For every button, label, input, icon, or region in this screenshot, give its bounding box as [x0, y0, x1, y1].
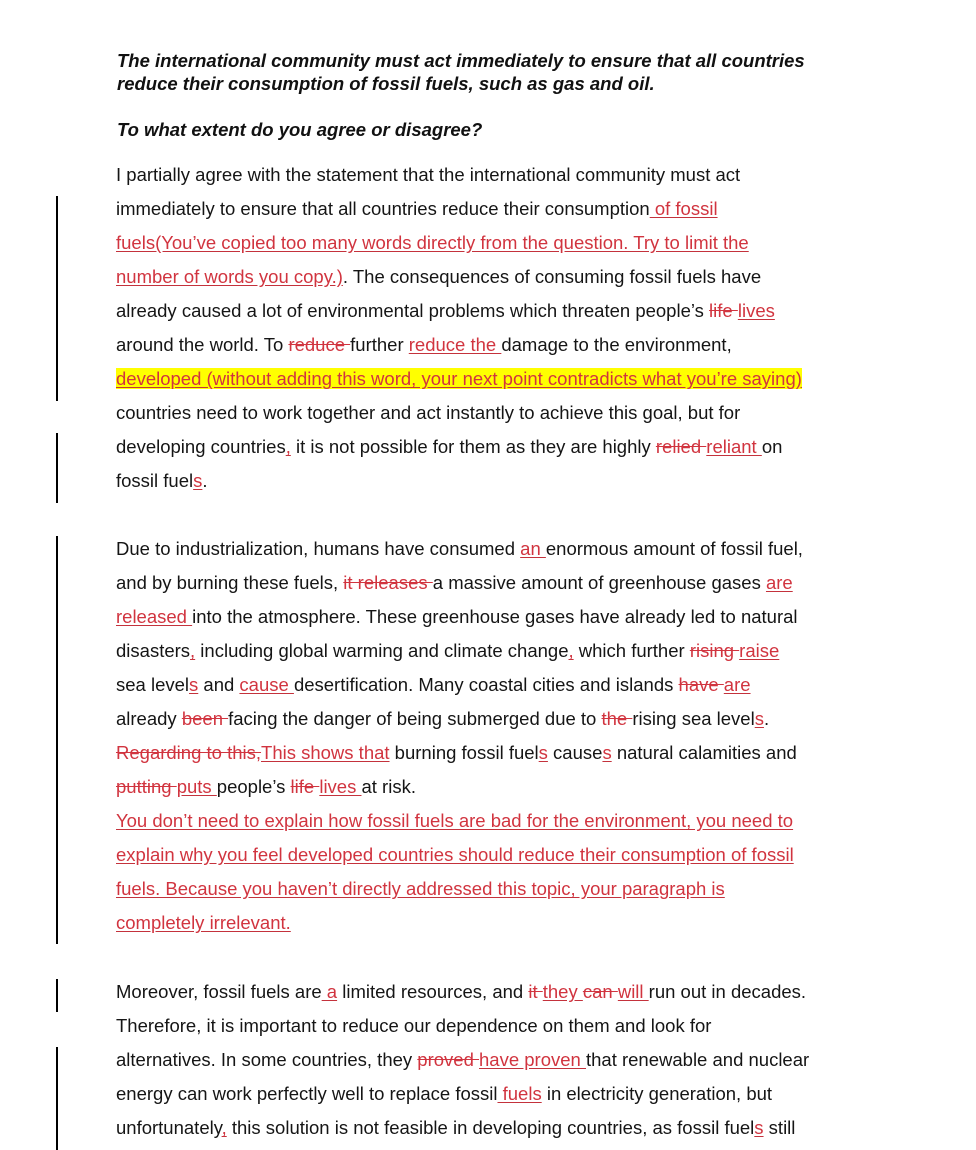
text-line: [116, 469, 208, 493]
inserted-text: puts: [176, 776, 217, 797]
deleted-text: rising: [689, 640, 740, 661]
deleted-text: the: [601, 708, 633, 729]
text-line: [116, 537, 803, 561]
text-line: [116, 1116, 795, 1140]
inserted-text: released: [116, 606, 193, 627]
original-text: developing countries: [116, 436, 286, 457]
inserted-text: ,: [568, 640, 574, 661]
original-text: including global warming and climate change: [195, 640, 569, 661]
essay-question: To what extent do you agree or disagree?: [117, 119, 483, 140]
text-line: [116, 980, 806, 1004]
original-text: that renewable and nuclear: [585, 1049, 810, 1070]
original-text: facing the danger of being submerged due to: [228, 708, 602, 729]
original-text: it is not possible for them as they are highly: [290, 436, 656, 457]
prompt-line-2: reduce their consumption of fossil fuels, such as gas and oil.: [117, 73, 655, 94]
original-text: countries need to work together and act instantly to achieve this goal, but for: [116, 402, 741, 423]
original-text: on: [761, 436, 783, 457]
original-text: around the world. To: [116, 334, 289, 355]
change-bar: [56, 536, 58, 944]
highlighted-comment: developed (without adding this word, your next point contradicts what you’re saying): [116, 368, 802, 389]
inserted-text: ,: [190, 640, 196, 661]
text-line: [116, 605, 798, 629]
text-line: [116, 809, 793, 833]
original-text: which further: [573, 640, 690, 661]
change-bar: [56, 979, 58, 1012]
inserted-text: lives: [737, 300, 775, 321]
original-text: Moreover, fossil fuels are: [116, 981, 322, 1002]
inserted-text: s: [538, 742, 548, 763]
deleted-text: relied: [655, 436, 707, 457]
original-text: . The consequences of consuming fossil fuels have: [342, 266, 762, 287]
deleted-text: putting: [116, 776, 177, 797]
deleted-text: have: [678, 674, 724, 695]
original-text: disasters: [116, 640, 191, 661]
original-text: unfortunately: [116, 1117, 222, 1138]
deleted-text: life: [290, 776, 320, 797]
inserted-text: s: [602, 742, 612, 763]
text-line: [116, 1014, 711, 1038]
inserted-text: s: [754, 1117, 764, 1138]
inserted-text: completely irrelevant.: [116, 912, 291, 933]
original-text: immediately to ensure that all countries reduce their consumption: [116, 198, 650, 219]
original-text: energy can work perfectly well to replace fossil: [116, 1083, 498, 1104]
inserted-text: an: [520, 538, 546, 559]
text-line: [116, 673, 751, 697]
deleted-text: it releases: [343, 572, 433, 593]
inserted-text: of fossil: [649, 198, 718, 219]
original-text: in electricity generation, but: [541, 1083, 773, 1104]
inserted-text: ,: [221, 1117, 227, 1138]
inserted-text: fuels: [497, 1083, 542, 1104]
original-text: fossil fuel: [116, 470, 194, 491]
original-text: limited resources, and: [337, 981, 529, 1002]
inserted-text: will: [617, 981, 649, 1002]
text-line: [116, 299, 775, 323]
original-text: run out in decades.: [648, 981, 807, 1002]
original-text: .: [202, 470, 208, 491]
deleted-text: Regarding to this,: [116, 742, 262, 763]
original-text: a massive amount of greenhouse gases: [432, 572, 766, 593]
inserted-text: raise: [739, 640, 780, 661]
inserted-text: have proven: [479, 1049, 586, 1070]
inserted-text: explain why you feel developed countries should reduce their consumption of fossil: [116, 844, 794, 865]
original-text: already caused a lot of environmental problems which threaten people’s: [116, 300, 710, 321]
prompt-line-1: The international community must act immediately to ensure that all countries: [117, 50, 805, 71]
original-text: people’s: [216, 776, 291, 797]
text-line: [116, 231, 749, 255]
deleted-text: can: [582, 981, 618, 1002]
original-text: and by burning these fuels,: [116, 572, 344, 593]
deleted-text: life: [709, 300, 738, 321]
inserted-text: are: [723, 674, 751, 695]
change-bar: [56, 1047, 58, 1150]
text-line: [116, 775, 416, 799]
inserted-text: s: [189, 674, 199, 695]
original-text: Therefore, it is important to reduce our dependence on them and look for: [116, 1015, 712, 1036]
inserted-text: ,: [285, 436, 291, 457]
original-text: damage to the environment,: [501, 334, 732, 355]
text-line: [116, 877, 725, 901]
text-line: [116, 435, 782, 459]
deleted-text: it: [528, 981, 543, 1002]
inserted-text: reduce the: [408, 334, 502, 355]
text-line: [116, 911, 291, 935]
inserted-text: reliant: [706, 436, 762, 457]
essay-prompt: [117, 49, 877, 95]
original-text: into the atmosphere. These greenhouse gases have already led to natural: [192, 606, 798, 627]
text-line: [116, 707, 769, 731]
inserted-text: are: [765, 572, 793, 593]
deleted-text: proved: [417, 1049, 480, 1070]
text-line: [116, 163, 740, 187]
text-line: [116, 333, 732, 357]
original-text: alternatives. In some countries, they: [116, 1049, 418, 1070]
inserted-text: they: [542, 981, 583, 1002]
original-text: natural calamities and: [611, 742, 797, 763]
text-line: [116, 197, 718, 221]
text-line: [116, 1082, 772, 1106]
text-line: [116, 843, 794, 867]
original-text: still: [763, 1117, 796, 1138]
original-text: at risk.: [361, 776, 416, 797]
inserted-text: a: [321, 981, 338, 1002]
text-line: [116, 265, 761, 289]
inserted-text: You don’t need to explain how fossil fuels are bad for the environment, you need to: [116, 810, 794, 831]
change-bar: [56, 196, 58, 401]
text-line: [116, 367, 802, 391]
original-text: rising sea level: [632, 708, 755, 729]
inserted-text: s: [754, 708, 764, 729]
original-text: cause: [547, 742, 603, 763]
deleted-text: been: [181, 708, 229, 729]
text-line: [116, 1048, 809, 1072]
change-bar: [56, 433, 58, 503]
original-text: .: [763, 708, 770, 729]
text-line: [116, 571, 793, 595]
original-text: enormous amount of fossil fuel,: [545, 538, 803, 559]
original-text: further: [350, 334, 409, 355]
text-line: [116, 639, 779, 663]
original-text: I partially agree with the statement that the international community must act: [116, 164, 741, 185]
original-text: and: [198, 674, 240, 695]
inserted-text: lives: [319, 776, 362, 797]
deleted-text: reduce: [288, 334, 351, 355]
inserted-text: s: [193, 470, 203, 491]
text-line: [116, 401, 740, 425]
inserted-text: cause: [239, 674, 294, 695]
inserted-text: This shows that: [261, 742, 390, 763]
original-text: already: [116, 708, 182, 729]
inserted-text: fuels(You’ve copied too many words directly from the question. Try to limit the: [116, 232, 749, 253]
text-line: [116, 741, 797, 765]
inserted-text: fuels. Because you haven’t directly addressed this topic, your paragraph is: [116, 878, 725, 899]
original-text: Due to industrialization, humans have consumed: [116, 538, 521, 559]
original-text: sea level: [116, 674, 190, 695]
inserted-text: number of words you copy.): [116, 266, 343, 287]
original-text: burning fossil fuel: [389, 742, 539, 763]
original-text: desertification. Many coastal cities and islands: [293, 674, 679, 695]
original-text: this solution is not feasible in developing countries, as fossil fuel: [226, 1117, 755, 1138]
